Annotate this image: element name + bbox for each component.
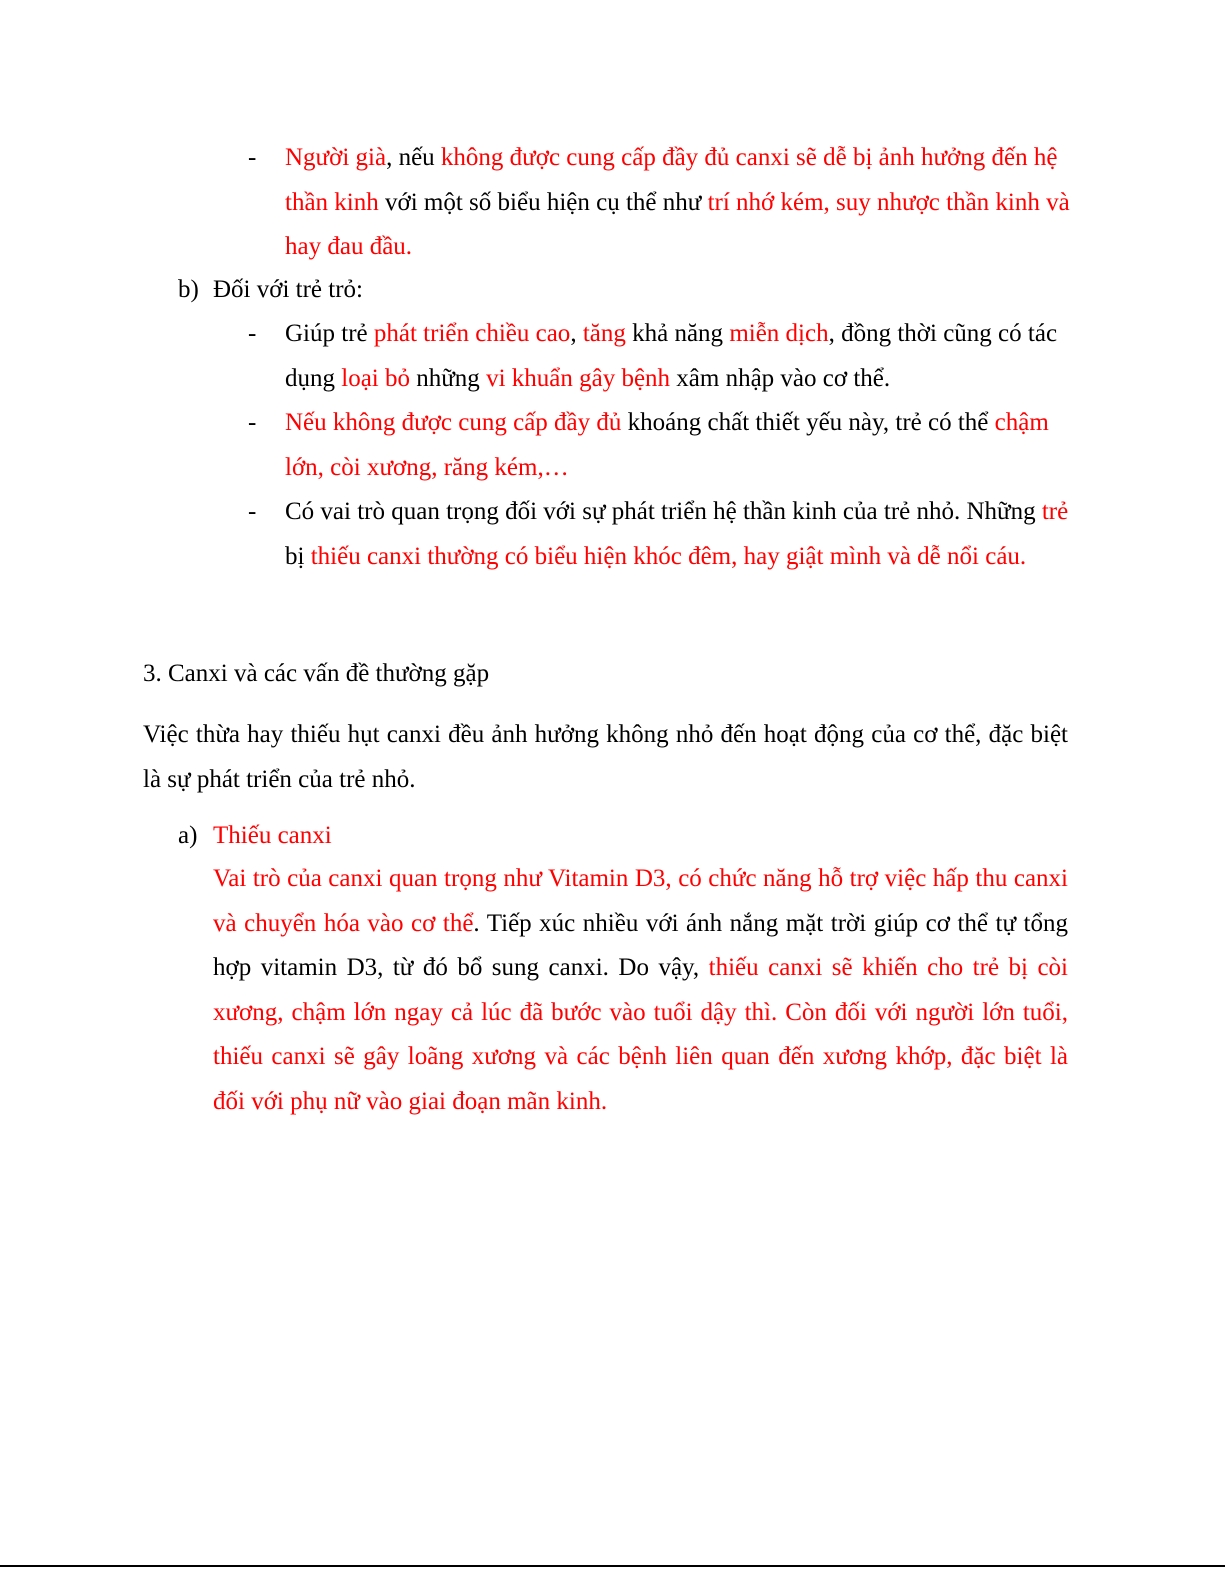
children-1-text: Giúp trẻ [285, 320, 374, 347]
section-b-marker: b) [178, 276, 199, 303]
children-1-text: xâm nhập vào cơ thể. [670, 364, 891, 392]
children-1-text: khả năng [625, 320, 730, 347]
section-3-paragraph: Việc thừa hay thiếu hụt canxi đều ảnh hưởng không nhỏ đến hoạt động của cơ thể, đặc biệt là sự phát triển của trẻ nhỏ. [143, 721, 1068, 793]
elderly-text-2: với một số biểu hiện cụ thể như [378, 188, 708, 216]
section-a-label: Thiếu canxi [213, 822, 332, 849]
children-1-highlight: vi khuẩn gây bệnh [486, 364, 671, 392]
section-b-label: Đối với trẻ trỏ: [213, 276, 363, 303]
elderly-text-1: , nếu [386, 144, 441, 171]
children-1-highlight: tăng [582, 320, 626, 347]
children-1-text: , đồng thời cũng có tác dụng [285, 320, 1058, 392]
children-3-highlight: trẻ [1041, 498, 1069, 525]
bullet-dash: - [248, 409, 257, 436]
section-a-highlight-1: Vai trò của canxi quan trọng như Vitamin D3, có chức năng hỗ trợ việc hấp thu canxi và chuyển hóa vào cơ thể [213, 865, 1068, 937]
children-bullet-item-3 [248, 490, 1070, 579]
children-1-highlight: miễn dịch [729, 320, 829, 347]
children-3-highlight: thiếu canxi thường có biểu hiện khóc đêm, hay giật mình và dễ nổi cáu. [310, 542, 1027, 570]
section-a-marker: a) [178, 822, 198, 849]
elderly-highlight-1: không được cung cấp đầy đủ canxi sẽ dễ bị ảnh hưởng đến hệ thần kinh [285, 144, 1058, 216]
section-3-heading: 3. Canxi và các vấn đề thường gặp [143, 660, 490, 687]
section-a-highlight-2: thiếu canxi sẽ khiến cho trẻ bị còi xương, chậm lớn ngay cả lúc đã bước vào tuổi dậy thì. Còn đối với người lớn tuổi, thiếu canxi sẽ gây loãng xương và các bệnh liên quan đến xương khớp, đặc biệt là đối với phụ nữ vào giai đoạn mãn kinh. [213, 954, 1068, 1115]
elderly-bullet-item [248, 136, 1070, 270]
section-a-text: . Tiếp xúc nhiều với ánh nắng mặt trời giúp cơ thể tự tổng hợp vitamin D3, từ đó bổ sung canxi. Do vậy, [213, 909, 1069, 981]
page-bottom-rule [0, 1565, 1225, 1567]
children-1-text: những [410, 364, 487, 392]
bullet-dash: - [248, 320, 257, 347]
children-2-highlight: chậm lớn, còi xương, răng kém,… [285, 409, 1049, 481]
elderly-highlight-2: trí nhớ kém, suy nhược thần kinh và hay đau đầu. [285, 188, 1070, 260]
children-1-highlight: phát triển chiều cao [373, 320, 571, 347]
children-bullet-item-1 [248, 312, 1070, 401]
children-1-text: , [570, 320, 583, 347]
children-2-text: khoáng chất thiết yếu này, trẻ có thể [621, 409, 995, 436]
section-b-heading [178, 268, 363, 312]
elderly-subject: Người già [285, 144, 387, 171]
children-1-highlight: loại bỏ [341, 364, 410, 392]
children-bullet-item-2 [248, 401, 1070, 490]
bullet-dash: - [248, 498, 257, 525]
section-a-paragraph [213, 857, 1068, 1124]
children-3-text: bị [285, 542, 311, 570]
bullet-dash: - [248, 144, 257, 171]
section-a-heading [178, 814, 332, 858]
children-3-text: Có vai trò quan trọng đối với sự phát triển hệ thần kinh của trẻ nhỏ. Những [285, 498, 1042, 525]
children-2-highlight: Nếu không được cung cấp đầy đủ [285, 409, 622, 436]
